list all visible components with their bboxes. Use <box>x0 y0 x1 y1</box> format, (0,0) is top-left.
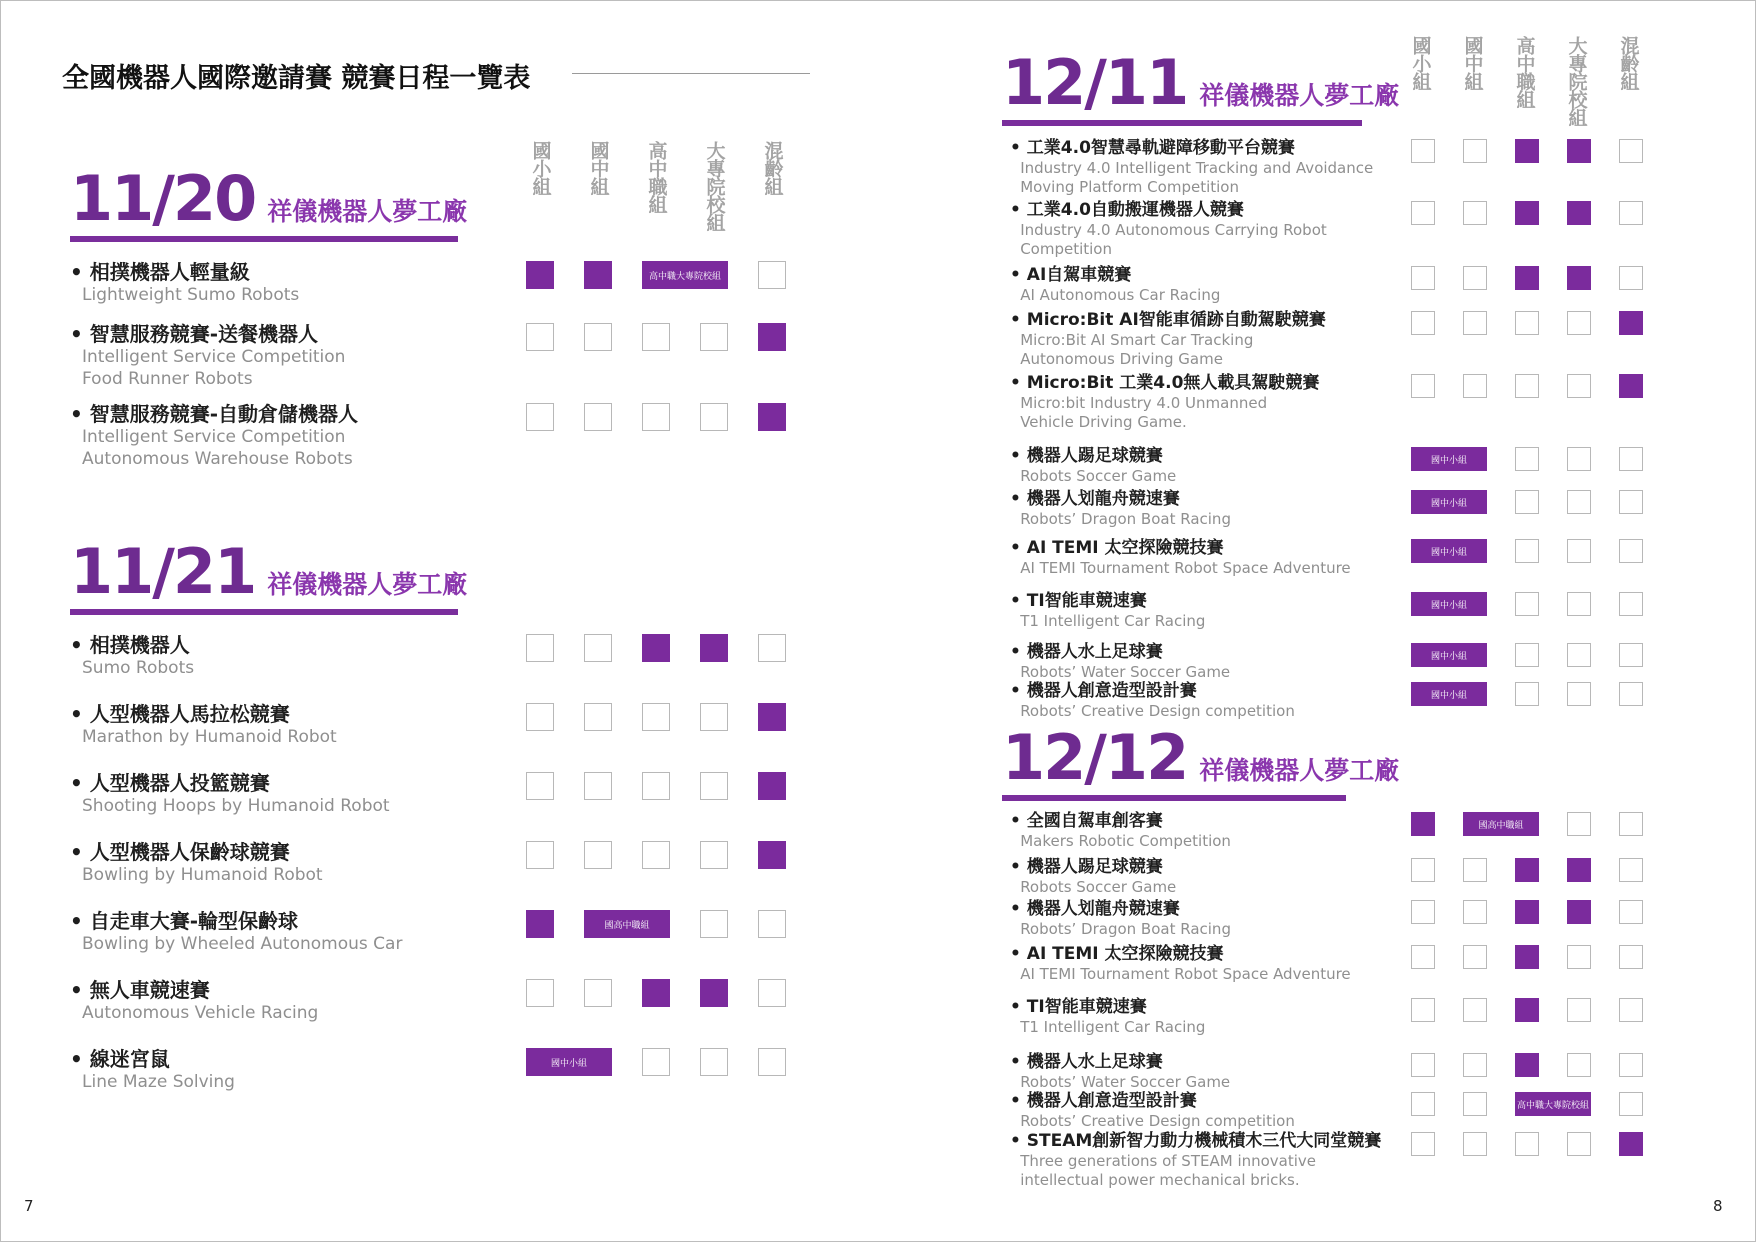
venue-label: 祥儀機器人夢工廠 <box>1199 756 1400 785</box>
category-check-empty <box>1463 1132 1487 1156</box>
category-check-filled <box>1515 900 1539 924</box>
event-english: Robots’ Water Soccer Game <box>1020 663 1231 681</box>
category-check-filled <box>758 323 786 351</box>
event-item <box>1010 138 1373 197</box>
event-english: Food Runner Robots <box>82 369 253 389</box>
category-check-filled <box>1515 998 1539 1022</box>
date-heading <box>1002 46 1400 119</box>
category-check-empty <box>526 323 554 351</box>
event-name: • 相撲機器人輕量級 <box>70 260 250 284</box>
event-name: • Micro:Bit AI智能車循跡自動駕駛競賽 <box>1010 310 1326 330</box>
page-title: 全國機器人國際邀請賽 競賽日程一覽表 <box>62 63 531 94</box>
event-english: Industry 4.0 Autonomous Carrying Robot <box>1020 221 1327 239</box>
event-name: • AI自駕車競賽 <box>1010 265 1132 285</box>
event-english: Makers Robotic Competition <box>1020 832 1231 850</box>
category-check-empty <box>1619 998 1643 1022</box>
event-item <box>1010 489 1231 529</box>
category-check-empty <box>1515 447 1539 471</box>
event-item <box>70 322 345 390</box>
category-check-filled <box>758 703 786 731</box>
category-check-empty <box>1567 998 1591 1022</box>
category-check-empty <box>642 323 670 351</box>
category-check-empty <box>1463 139 1487 163</box>
category-check-empty <box>1515 539 1539 563</box>
merged-category-tag: 國高中職組 <box>1463 812 1539 836</box>
event-name: • STEAM創新智力動力機械積木三代大同堂競賽 <box>1010 1131 1382 1151</box>
category-label-2 <box>1446 36 1498 126</box>
event-name: • 智慧服務競賽-自動倉儲機器人 <box>70 402 359 426</box>
category-label-5 <box>1602 36 1654 126</box>
category-label-3 <box>627 141 685 231</box>
category-check-filled <box>1515 266 1539 290</box>
category-check-empty <box>1411 201 1435 225</box>
category-check-empty <box>1619 447 1643 471</box>
category-check-empty <box>1567 682 1591 706</box>
category-check-empty <box>642 403 670 431</box>
event-english: Robots’ Dragon Boat Racing <box>1020 510 1231 528</box>
category-label-3 <box>1498 36 1550 126</box>
event-name: • TI智能車競速賽 <box>1010 591 1147 611</box>
category-check-empty <box>1567 592 1591 616</box>
category-check-filled <box>1567 139 1591 163</box>
category-check-empty <box>584 772 612 800</box>
date-heading <box>70 162 468 235</box>
category-check-empty <box>1619 139 1643 163</box>
category-check-empty <box>584 323 612 351</box>
category-check-empty <box>1619 858 1643 882</box>
category-check-empty <box>1515 682 1539 706</box>
event-name: • AI TEMI 太空探險競技賽 <box>1010 538 1224 558</box>
event-english: Micro:bit Industry 4.0 Unmanned <box>1020 394 1268 412</box>
category-check-empty <box>700 323 728 351</box>
event-item <box>70 978 318 1024</box>
category-text: 國中組 <box>587 141 610 195</box>
category-check-empty <box>526 634 554 662</box>
category-check-empty <box>642 703 670 731</box>
event-item <box>1010 857 1176 897</box>
date-label: 11/20 <box>70 162 256 235</box>
category-text: 混齡組 <box>1617 36 1640 90</box>
category-check-filled <box>1619 374 1643 398</box>
date-block-11-21 <box>70 535 468 615</box>
date-label: 12/12 <box>1002 721 1188 794</box>
event-english: T1 Intelligent Car Racing <box>1020 1018 1206 1036</box>
event-item <box>1010 1052 1230 1092</box>
merged-category-tag: 國中小組 <box>1411 539 1487 563</box>
category-check-empty <box>700 403 728 431</box>
event-english: AI Autonomous Car Racing <box>1020 286 1221 304</box>
category-check-empty <box>758 910 786 938</box>
category-label-2 <box>569 141 627 231</box>
category-check-empty <box>700 772 728 800</box>
category-check-empty <box>700 841 728 869</box>
event-name: • TI智能車競速賽 <box>1010 997 1147 1017</box>
event-name: • 機器人踢足球競賽 <box>1010 446 1163 466</box>
category-check-filled <box>1567 900 1591 924</box>
category-check-empty <box>1619 643 1643 667</box>
category-label-4 <box>685 141 743 231</box>
event-name: • 機器人創意造型設計賽 <box>1010 681 1197 701</box>
category-check-filled <box>1567 201 1591 225</box>
merged-category-tag: 高中職大專院校組 <box>1515 1092 1591 1116</box>
event-name: • 工業4.0自動搬運機器人競賽 <box>1010 200 1244 220</box>
category-check-empty <box>1411 311 1435 335</box>
category-check-empty <box>1463 374 1487 398</box>
category-check-empty <box>1411 1092 1435 1116</box>
category-check-empty <box>526 703 554 731</box>
category-check-empty <box>1567 447 1591 471</box>
category-check-filled <box>526 910 554 938</box>
event-item <box>1010 899 1231 939</box>
category-check-empty <box>1411 998 1435 1022</box>
event-name: • 人型機器人保齡球競賽 <box>70 840 290 864</box>
event-item <box>1010 591 1205 631</box>
category-check-empty <box>1567 1132 1591 1156</box>
date-underline <box>70 236 458 242</box>
merged-category-tag: 高中職大專院校組 <box>642 261 728 289</box>
event-item <box>1010 1091 1295 1131</box>
category-check-empty <box>584 979 612 1007</box>
event-name: • 智慧服務競賽-送餐機器人 <box>70 322 319 346</box>
event-item <box>70 771 390 817</box>
event-item <box>1010 265 1220 305</box>
category-check-empty <box>700 1048 728 1076</box>
category-check-empty <box>1567 643 1591 667</box>
event-english: Marathon by Humanoid Robot <box>82 727 337 747</box>
category-check-filled <box>1515 139 1539 163</box>
event-name: • 線迷宮鼠 <box>70 1047 170 1071</box>
event-english: AI TEMI Tournament Robot Space Adventure <box>1020 965 1351 983</box>
category-check-empty <box>1619 812 1643 836</box>
category-check-empty <box>1463 201 1487 225</box>
category-check-filled <box>1619 1132 1643 1156</box>
category-check-empty <box>1515 490 1539 514</box>
category-check-filled <box>700 979 728 1007</box>
category-check-empty <box>1619 1092 1643 1116</box>
event-english: Industry 4.0 Intelligent Tracking and Avoidance <box>1020 159 1374 177</box>
event-item <box>70 402 358 470</box>
event-item <box>1010 642 1230 682</box>
category-check-empty <box>584 634 612 662</box>
category-check-filled <box>526 261 554 289</box>
category-check-empty <box>584 703 612 731</box>
event-english: Autonomous Vehicle Racing <box>82 1003 319 1023</box>
event-item <box>1010 373 1319 432</box>
category-check-empty <box>1567 945 1591 969</box>
category-check-empty <box>1619 592 1643 616</box>
category-text: 高中職組 <box>645 141 668 213</box>
category-check-filled <box>1567 266 1591 290</box>
category-check-empty <box>1567 1053 1591 1077</box>
event-english: Intelligent Service Competition <box>82 347 346 367</box>
date-underline <box>70 609 458 615</box>
category-text: 高中職組 <box>1513 36 1536 108</box>
event-english: Autonomous Warehouse Robots <box>82 449 353 469</box>
category-check-empty <box>1411 1053 1435 1077</box>
event-english: Three generations of STEAM innovative <box>1020 1152 1317 1170</box>
category-check-empty <box>1411 266 1435 290</box>
event-name: • 自走車大賽-輪型保齡球 <box>70 909 299 933</box>
category-check-empty <box>642 772 670 800</box>
category-check-empty <box>1463 998 1487 1022</box>
event-english: T1 Intelligent Car Racing <box>1020 612 1206 630</box>
date-underline <box>1002 120 1362 126</box>
category-header-left <box>511 141 801 231</box>
event-english: Robots Soccer Game <box>1020 878 1177 896</box>
category-check-empty <box>526 841 554 869</box>
category-check-filled <box>1411 812 1435 836</box>
category-check-empty <box>1411 945 1435 969</box>
event-english: Intelligent Service Competition <box>82 427 346 447</box>
category-check-empty <box>1567 812 1591 836</box>
event-english: Bowling by Wheeled Autonomous Car <box>82 934 403 954</box>
event-english: Sumo Robots <box>82 658 195 678</box>
category-check-filled <box>758 772 786 800</box>
category-label-4 <box>1550 36 1602 126</box>
event-name: • 工業4.0智慧尋軌避障移動平台競賽 <box>1010 138 1295 158</box>
category-check-empty <box>1619 945 1643 969</box>
event-name: • 全國自駕車創客賽 <box>1010 811 1163 831</box>
event-item <box>70 702 337 748</box>
category-check-filled <box>1515 858 1539 882</box>
venue-label: 祥儀機器人夢工廠 <box>267 197 468 226</box>
category-check-empty <box>1463 266 1487 290</box>
category-check-filled <box>700 634 728 662</box>
category-check-empty <box>1411 1132 1435 1156</box>
category-check-empty <box>584 403 612 431</box>
merged-category-tag: 國中小組 <box>526 1048 612 1076</box>
category-check-filled <box>584 261 612 289</box>
category-check-empty <box>1515 643 1539 667</box>
category-check-empty <box>758 979 786 1007</box>
event-english: intellectual power mechanical bricks. <box>1020 1171 1300 1189</box>
category-check-filled <box>1515 201 1539 225</box>
event-name: • 機器人划龍舟競速賽 <box>1010 489 1180 509</box>
category-check-empty <box>1619 1053 1643 1077</box>
category-check-empty <box>526 979 554 1007</box>
category-text: 大專院校組 <box>1565 36 1588 126</box>
event-english: Vehicle Driving Game. <box>1020 413 1187 431</box>
category-check-empty <box>1411 858 1435 882</box>
event-item <box>1010 811 1231 851</box>
category-check-filled <box>642 634 670 662</box>
category-check-empty <box>758 261 786 289</box>
category-check-empty <box>1619 682 1643 706</box>
merged-category-tag: 國高中職組 <box>584 910 670 938</box>
event-name: • 機器人創意造型設計賽 <box>1010 1091 1197 1111</box>
category-label-5 <box>743 141 801 231</box>
category-label-1 <box>511 141 569 231</box>
category-check-empty <box>642 1048 670 1076</box>
category-check-empty <box>1619 490 1643 514</box>
category-check-empty <box>1463 900 1487 924</box>
category-check-filled <box>758 841 786 869</box>
category-header-right <box>1394 36 1654 126</box>
category-check-empty <box>700 703 728 731</box>
event-name: • AI TEMI 太空探險競技賽 <box>1010 944 1224 964</box>
event-name: • 無人車競速賽 <box>70 978 210 1002</box>
event-english: Line Maze Solving <box>82 1072 235 1092</box>
event-item <box>1010 1131 1381 1190</box>
event-english: Robots’ Creative Design competition <box>1020 1112 1295 1130</box>
event-english: Moving Platform Competition <box>1020 178 1239 196</box>
date-block-12-12 <box>1002 721 1400 801</box>
category-check-filled <box>642 979 670 1007</box>
event-item <box>70 840 323 886</box>
venue-label: 祥儀機器人夢工廠 <box>1199 81 1400 110</box>
category-check-filled <box>1567 858 1591 882</box>
event-item <box>70 260 299 306</box>
category-check-empty <box>758 1048 786 1076</box>
event-name: • 相撲機器人 <box>70 633 190 657</box>
event-item <box>1010 944 1351 984</box>
event-english: Robots’ Water Soccer Game <box>1020 1073 1231 1091</box>
event-item <box>1010 538 1351 578</box>
category-label-1 <box>1394 36 1446 126</box>
date-label: 11/21 <box>70 535 256 608</box>
category-check-empty <box>1619 201 1643 225</box>
date-underline <box>1002 795 1346 801</box>
merged-category-tag: 國中小組 <box>1411 447 1487 471</box>
category-text: 國中組 <box>1461 36 1484 90</box>
date-block-12-11 <box>1002 46 1400 126</box>
category-check-empty <box>1463 311 1487 335</box>
category-check-empty <box>526 403 554 431</box>
event-english: AI TEMI Tournament Robot Space Adventure <box>1020 559 1351 577</box>
category-text: 國小組 <box>529 141 552 195</box>
event-item <box>1010 310 1326 369</box>
category-check-empty <box>1411 374 1435 398</box>
event-name: • 機器人踢足球競賽 <box>1010 857 1163 877</box>
category-check-empty <box>1567 539 1591 563</box>
event-name: • 人型機器人投籃競賽 <box>70 771 270 795</box>
category-check-empty <box>1515 592 1539 616</box>
category-check-empty <box>1411 139 1435 163</box>
category-check-empty <box>584 841 612 869</box>
event-english: Robots’ Creative Design competition <box>1020 702 1295 720</box>
merged-category-tag: 國中小組 <box>1411 682 1487 706</box>
category-check-empty <box>1463 858 1487 882</box>
merged-category-tag: 國中小組 <box>1411 592 1487 616</box>
event-item <box>1010 681 1295 721</box>
category-check-empty <box>1567 490 1591 514</box>
category-text: 混齡組 <box>761 141 784 195</box>
event-english: Robots’ Dragon Boat Racing <box>1020 920 1231 938</box>
event-item <box>70 1047 235 1093</box>
venue-label: 祥儀機器人夢工廠 <box>267 570 468 599</box>
category-check-empty <box>1463 1053 1487 1077</box>
category-check-filled <box>1619 311 1643 335</box>
category-check-empty <box>1619 266 1643 290</box>
category-check-empty <box>1411 900 1435 924</box>
category-check-empty <box>1619 900 1643 924</box>
date-label: 12/11 <box>1002 46 1188 119</box>
event-item <box>1010 200 1327 259</box>
event-english: Shooting Hoops by Humanoid Robot <box>82 796 390 816</box>
event-item <box>1010 997 1205 1037</box>
category-check-empty <box>526 772 554 800</box>
page-number-right: 8 <box>1713 1197 1723 1215</box>
title-divider <box>572 73 810 74</box>
event-name: • 機器人水上足球賽 <box>1010 1052 1163 1072</box>
event-item <box>70 909 402 955</box>
category-text: 國小組 <box>1409 36 1432 90</box>
event-name: • 機器人划龍舟競速賽 <box>1010 899 1180 919</box>
event-name: • 人型機器人馬拉松競賽 <box>70 702 290 726</box>
event-english: Robots Soccer Game <box>1020 467 1177 485</box>
category-check-empty <box>1619 539 1643 563</box>
event-english: Lightweight Sumo Robots <box>82 285 300 305</box>
category-check-empty <box>642 841 670 869</box>
category-check-filled <box>1515 945 1539 969</box>
category-check-empty <box>1463 1092 1487 1116</box>
page-number-left: 7 <box>24 1197 34 1215</box>
category-check-empty <box>758 634 786 662</box>
date-heading <box>1002 721 1400 794</box>
event-item <box>1010 446 1176 486</box>
category-check-empty <box>1567 311 1591 335</box>
category-text: 大專院校組 <box>703 141 726 231</box>
event-english: Bowling by Humanoid Robot <box>82 865 323 885</box>
event-item <box>70 633 194 679</box>
category-check-empty <box>1567 374 1591 398</box>
event-english: Autonomous Driving Game <box>1020 350 1223 368</box>
category-check-empty <box>1515 311 1539 335</box>
event-name: • Micro:Bit 工業4.0無人載具駕駛競賽 <box>1010 373 1320 393</box>
event-name: • 機器人水上足球賽 <box>1010 642 1163 662</box>
merged-category-tag: 國中小組 <box>1411 490 1487 514</box>
date-heading <box>70 535 468 608</box>
event-english: Micro:Bit AI Smart Car Tracking <box>1020 331 1254 349</box>
category-check-empty <box>1515 374 1539 398</box>
category-check-empty <box>1463 945 1487 969</box>
category-check-filled <box>758 403 786 431</box>
event-english: Competition <box>1020 240 1112 258</box>
category-check-filled <box>1515 1053 1539 1077</box>
merged-category-tag: 國中小組 <box>1411 643 1487 667</box>
category-check-empty <box>700 910 728 938</box>
date-block-11-20 <box>70 162 468 242</box>
category-check-empty <box>1515 1132 1539 1156</box>
